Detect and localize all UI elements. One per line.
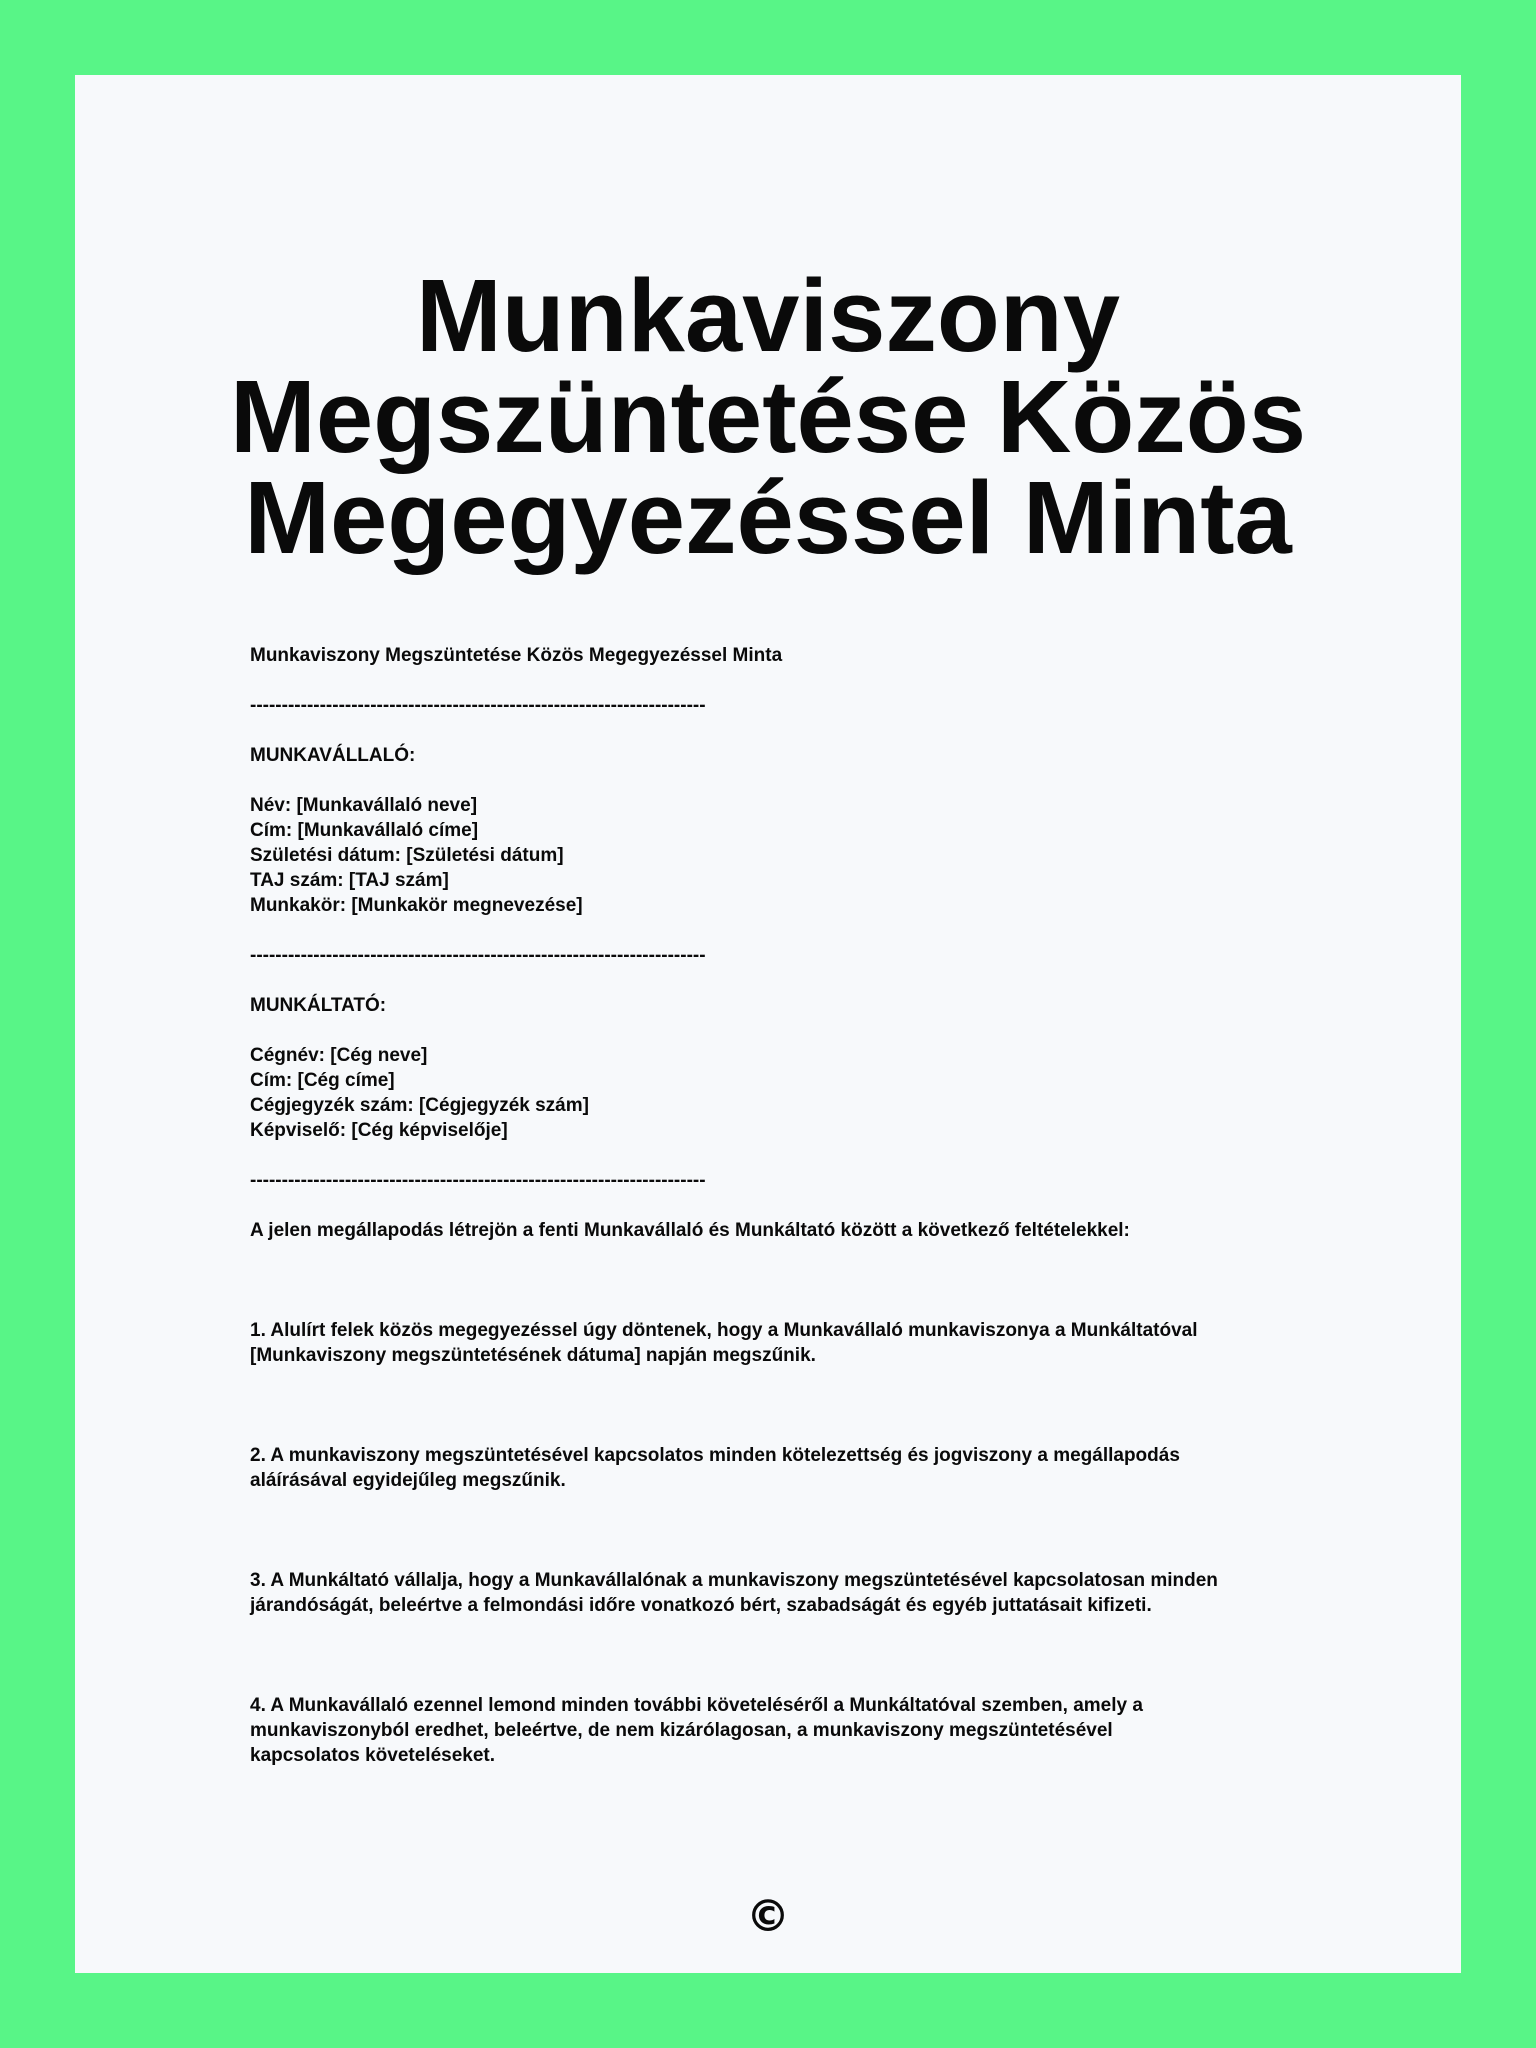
copyright-icon: © (746, 1891, 790, 1942)
intro-paragraph: A jelen megállapodás létrejön a fenti Munkavállaló és Munkáltató között a következő feltételekkel: (250, 1220, 1130, 1241)
title-line: Megszüntetése Közös (230, 359, 1306, 474)
title-line: Munkaviszony (415, 258, 1120, 373)
clause-1: 1. Alulírt felek közös megegyezéssel úgy döntenek, hogy a Munkavállaló munkaviszonya a Munkáltatóval [Munkaviszony megszüntetésének dátuma] napján megszűnik. (250, 1320, 1198, 1366)
employer-company-field: Cégnév: [Cég neve] (250, 1045, 428, 1066)
separator: ------------------------------------------------------------------------ (250, 1170, 706, 1191)
separator: ------------------------------------------------------------------------ (250, 695, 706, 716)
employer-representative-field: Képviselő: [Cég képviselője] (250, 1120, 508, 1141)
employee-label: MUNKAVÁLLALÓ: (250, 745, 416, 766)
employee-position-field: Munkakör: [Munkakör megnevezése] (250, 895, 583, 916)
separator: ------------------------------------------------------------------------ (250, 945, 706, 966)
employee-birthdate-field: Születési dátum: [Születési dátum] (250, 845, 564, 866)
clause-2: 2. A munkaviszony megszüntetésével kapcsolatos minden kötelezettség és jogviszony a megállapodás aláírásával egyidejűleg megszűnik. (250, 1445, 1180, 1491)
clause-4: 4. A Munkavállaló ezennel lemond minden további követeléséről a Munkáltatóval szemben, amely a munkaviszonyból eredhet, beleértve, de nem kizárólagosan, a munkaviszony megszüntetésével kapcsolatos követeléseket. (250, 1695, 1143, 1766)
document-page (75, 75, 1461, 1973)
employer-address-field: Cím: [Cég címe] (250, 1070, 395, 1091)
document-title (75, 258, 1461, 575)
employer-registry-field: Cégjegyzék szám: [Cégjegyzék szám] (250, 1095, 589, 1116)
employee-name-field: Név: [Munkavállaló neve] (250, 795, 478, 816)
clause-3: 3. A Munkáltató vállalja, hogy a Munkavállalónak a munkaviszony megszüntetésével kapcsolatosan minden járandóságát, beleértve a felmondási időre vonatkozó bért, szabadságát és egyéb juttatásait kifizeti. (250, 1570, 1218, 1616)
document-heading: Munkaviszony Megszüntetése Közös Megegyezéssel Minta (250, 645, 783, 666)
employee-taj-field: TAJ szám: [TAJ szám] (250, 870, 449, 891)
employer-label: MUNKÁLTATÓ: (250, 995, 387, 1016)
title-line: Megegyezéssel Minta (244, 460, 1292, 575)
document-body (250, 643, 1360, 1768)
employee-address-field: Cím: [Munkavállaló címe] (250, 820, 479, 841)
